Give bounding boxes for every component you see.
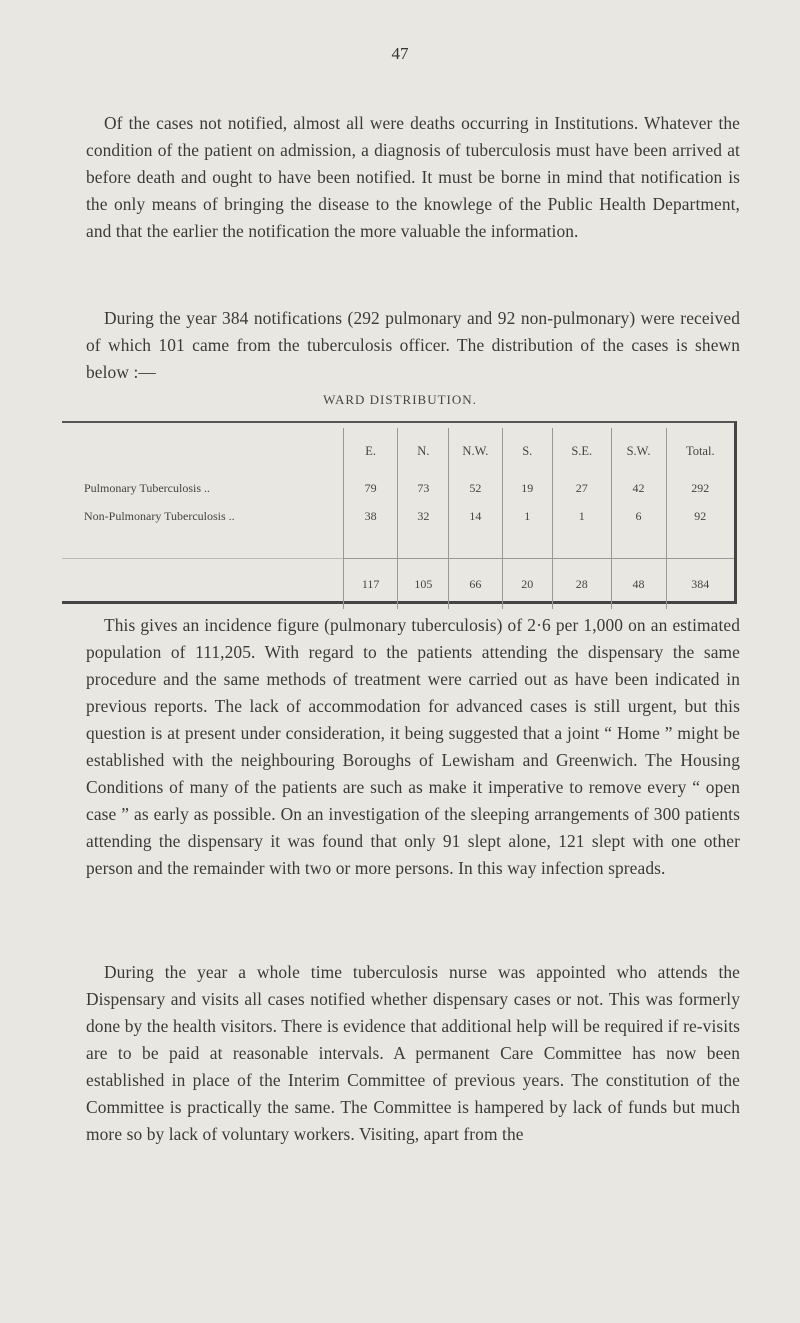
total-value: 105 xyxy=(398,559,449,610)
cell-value: 42 xyxy=(611,474,666,502)
spacer-cell xyxy=(553,530,612,559)
total-value: 66 xyxy=(449,559,502,610)
header-n: N. xyxy=(398,428,449,474)
cell-value: 1 xyxy=(553,502,612,530)
cell-value: 38 xyxy=(343,502,398,530)
spacer-cell xyxy=(666,530,734,559)
paragraph-1: Of the cases not notified, almost all were deaths occurring in Institutions. Whatever the condition of the patient on admission, a diagnosis of tuberculosis must have been arrived at before death and ought to have been notified. It must be borne in mind that notification is the only means of bringing the disease to the knowlege of the Public Health Department, and that the earlier the notification the more valuable the information. xyxy=(86,113,740,241)
row-label: Non-Pulmonary Tuberculosis .. xyxy=(84,508,235,523)
total-value: 48 xyxy=(611,559,666,610)
table-caption: WARD DISTRIBUTION. xyxy=(323,392,477,407)
row-label: Pulmonary Tuberculosis .. xyxy=(84,480,211,495)
total-value: 384 xyxy=(666,559,734,610)
cell-value: 92 xyxy=(666,502,734,530)
paragraph-4: During the year a whole time tuberculosis nurse was appointed who attends the Dispensary and visits all cases notified whether dispensary cases or not. This was formerly done by the health visitors. There is evidence that additional help will be required if re-visits are to be paid at reasonable intervals. A permanent Care Committee has now been established in place of the Interim Committee of previous years. The constitution of the Committee is practically the same. The Committee is hampered by lack of funds but much more so by lack of voluntary workers. Visiting, apart from the xyxy=(86,962,740,1144)
ward-distribution-table xyxy=(62,428,734,609)
header-blank xyxy=(62,428,343,474)
spacer-cell xyxy=(449,530,502,559)
total-value: 28 xyxy=(553,559,612,610)
spacer-cell xyxy=(611,530,666,559)
cell-value: 73 xyxy=(398,474,449,502)
table-row-totals xyxy=(62,559,734,610)
cell-value: 1 xyxy=(502,502,552,530)
cell-value: 52 xyxy=(449,474,502,502)
totals-label-blank xyxy=(62,559,343,610)
header-e: E. xyxy=(343,428,398,474)
header-se: S.E. xyxy=(553,428,612,474)
cell-value: 292 xyxy=(666,474,734,502)
paragraph-2: During the year 384 notifications (292 pulmonary and 92 non-pulmonary) were received of which 101 came from the tuberculosis officer. The distribution of the cases is shewn below :— xyxy=(86,308,740,382)
cell-value: 27 xyxy=(553,474,612,502)
paragraph-3: This gives an incidence figure (pulmonary tuberculosis) of 2·6 per 1,000 on an estimated population of 111,205. With regard to the patients attending the dispensary the same procedure and the same methods of treatment were carried out as have been indicated in previous reports. The lack of accommodation for advanced cases is still urgent, but this question is at present under consideration, it being suggested that a joint “ Home ” might be established with the neighbouring Boroughs of Lewisham and Greenwich. The Housing Conditions of many of the patients are such as make it imperative to remove every “ open case ” as early as possible. On an investigation of the sleeping arrangements of 300 patients attending the dispensary it was found that only 91 slept alone, 121 slept with one other person and the remainder with two or more persons. In this way infection spreads. xyxy=(86,615,740,878)
total-value: 20 xyxy=(502,559,552,610)
cell-value: 6 xyxy=(611,502,666,530)
table-row-non-pulmonary xyxy=(62,502,734,530)
page-number: 47 xyxy=(391,44,409,63)
header-total: Total. xyxy=(666,428,734,474)
cell-value: 19 xyxy=(502,474,552,502)
cell-value: 79 xyxy=(343,474,398,502)
spacer-cell xyxy=(343,530,398,559)
cell-value: 32 xyxy=(398,502,449,530)
spacer-cell xyxy=(398,530,449,559)
table-spacer-row xyxy=(62,530,734,559)
header-nw: N.W. xyxy=(449,428,502,474)
table-row-pulmonary xyxy=(62,474,734,502)
header-s: S. xyxy=(502,428,552,474)
spacer-cell xyxy=(502,530,552,559)
header-sw: S.W. xyxy=(611,428,666,474)
spacer-cell xyxy=(62,530,343,559)
cell-value: 14 xyxy=(449,502,502,530)
table-header-row xyxy=(62,428,734,474)
total-value: 117 xyxy=(343,559,398,610)
